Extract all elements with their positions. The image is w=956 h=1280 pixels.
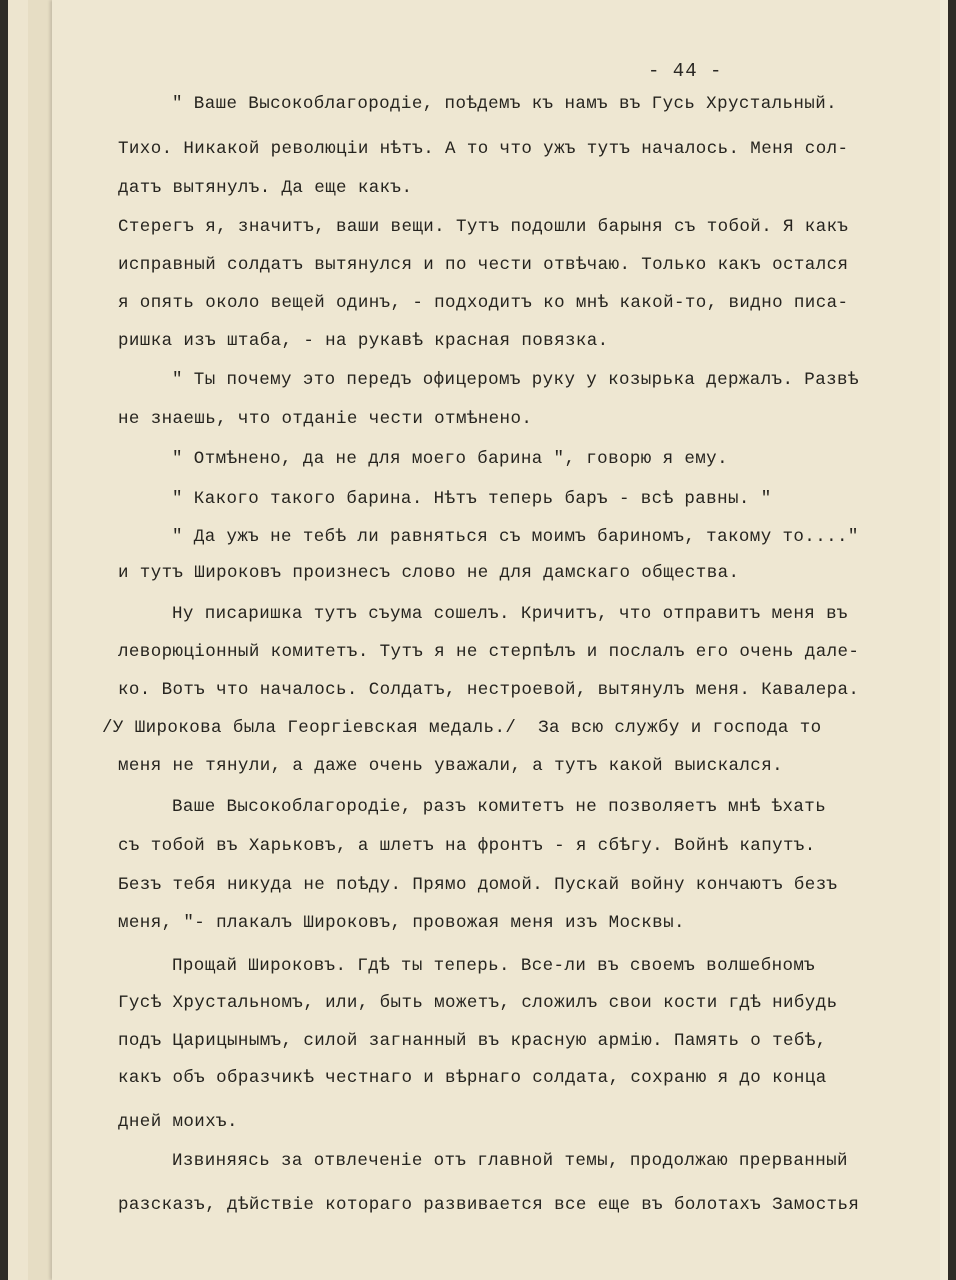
text-line: " Какого такого барина. Нѣтъ теперь баръ - всѣ равны. " — [172, 489, 772, 509]
text-line: Безъ тебя никуда не поѣду. Прямо домой. Пускай войну кончаютъ безъ — [118, 875, 838, 895]
text-line: " Ваше Высокоблагородіе, поѣдемъ къ намъ въ Гусь Хрустальный. — [172, 94, 838, 114]
text-line: Ваше Высокоблагородіе, разъ комитетъ не позволяетъ мнѣ ѣхать — [172, 797, 827, 817]
page-right-edge — [940, 0, 948, 1280]
text-line: меня не тянули, а даже очень уважали, а тутъ какой выискался. — [118, 756, 784, 776]
text-line: подъ Царицынымъ, силой загнанный въ красную армію. Память о тебѣ, — [118, 1031, 827, 1051]
text-line: меня, "- плакалъ Широковъ, провожая меня изъ Москвы. — [118, 913, 685, 933]
text-line: " Ты почему это передъ офицеромъ руку у козырька держалъ. Развѣ — [172, 370, 859, 390]
text-line: ришка изъ штаба, - на рукавѣ красная повязка. — [118, 331, 609, 351]
text-line: не знаешь, что отданіе чести отмѣнено. — [118, 409, 533, 429]
text-line: и тутъ Широковъ произнесъ слово не для дамскаго общества. — [118, 563, 740, 583]
underlying-sheet-edge — [28, 0, 53, 1280]
text-line: какъ объ образчикѣ честнаго и вѣрнаго солдата, сохраню я до конца — [118, 1068, 827, 1088]
text-line: дней моихъ. — [118, 1112, 238, 1132]
text-line: леворюціонный комитетъ. Тутъ я не стерпѣлъ и послалъ его очень дале- — [118, 642, 860, 662]
text-line: Ну писаришка тутъ съума сошелъ. Кричитъ, что отправитъ меня въ — [172, 604, 848, 624]
text-line: Извиняясь за отвлеченіе отъ главной темы, продолжаю прерванный — [172, 1151, 848, 1171]
text-line: Тихо. Никакой революціи нѣтъ. А то что ужъ тутъ началось. Меня сол- — [118, 139, 849, 159]
text-line: разсказъ, дѣйствіе котораго развивается все еще въ болотахъ Замостья — [118, 1195, 860, 1215]
text-line: датъ вытянулъ. Да еще какъ. — [118, 178, 413, 198]
text-line: ко. Вотъ что началось. Солдатъ, нестроевой, вытянулъ меня. Кавалера. — [118, 680, 860, 700]
page-number: - 44 - — [648, 60, 723, 82]
text-line: " Да ужъ не тебѣ ли равняться съ моимъ бариномъ, такому то...." — [172, 527, 859, 547]
text-line: " Отмѣнено, да не для моего барина ", говорю я ему. — [172, 449, 728, 469]
text-line: /У Широкова была Георгіевская медаль./ За всю службу и господа то — [102, 718, 822, 738]
text-line: я опять около вещей одинъ, - подходитъ ко мнѣ какой-то, видно писа- — [118, 293, 849, 313]
typewritten-page — [52, 0, 948, 1280]
text-line: Стерегъ я, значитъ, ваши вещи. Тутъ подошли барыня съ тобой. Я какъ — [118, 217, 849, 237]
text-line: исправный солдатъ вытянулся и по чести отвѣчаю. Только какъ остался — [118, 255, 849, 275]
text-line: Прощай Широковъ. Гдѣ ты теперь. Все-ли въ своемъ волшебномъ — [172, 956, 816, 976]
text-line: Гусѣ Хрустальномъ, или, быть можетъ, сложилъ свои кости гдѣ нибудь — [118, 993, 838, 1013]
text-line: съ тобой въ Харьковъ, а шлетъ на фронтъ - я сбѣгу. Войнѣ капутъ. — [118, 836, 816, 856]
